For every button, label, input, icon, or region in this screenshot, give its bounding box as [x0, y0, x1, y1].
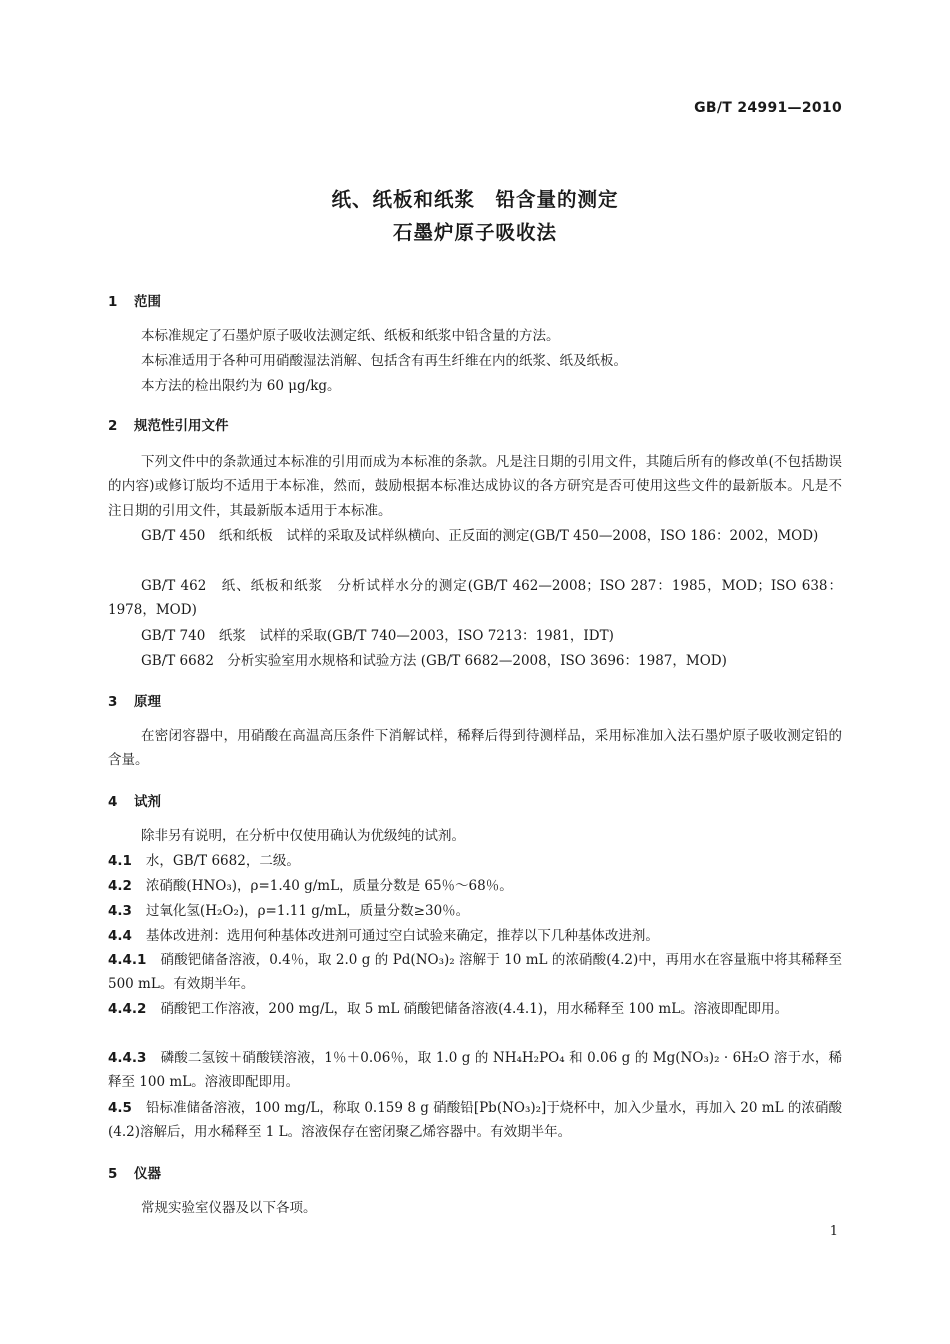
reagent-clause	[108, 948, 842, 997]
clause-number: 4.4	[108, 928, 132, 944]
clause-number: 4.3	[108, 903, 132, 919]
references-intro-paragraph: 下列文件中的条款通过本标准的引用而成为本标准的条款。凡是注日期的引用文件，其随后所有的修改单(不包括勘误的内容)或修订版均不适用于本标准，然而，鼓励根据本标准达成协议的各方研究是否可使用这些文件的最新版本。凡是不注日期的引用文件，其最新版本适用于本标准。	[108, 454, 842, 519]
reagent-clause	[108, 997, 842, 1021]
clause-text: 基体改进剂：选用何种基体改进剂可通过空白试验来确定，推荐以下几种基体改进剂。	[145, 928, 659, 944]
reagent-clause	[108, 1096, 842, 1145]
section-title: 仪器	[134, 1166, 161, 1182]
clause-text: 硝酸钯工作溶液，200 mg/L，取 5 mL 硝酸钯储备溶液(4.4.1)，用水稀释至 100 mL。溶液即配即用。	[160, 1001, 789, 1017]
section-heading-normative-references	[108, 414, 229, 434]
section-title: 原理	[134, 694, 161, 710]
clause-text: 过氧化氢(H₂O₂)，ρ=1.11 g/mL，质量分数≥30％。	[145, 903, 470, 919]
standard-number: GB/T 24991—2010	[694, 100, 842, 116]
scope-paragraph: 本标准规定了石墨炉原子吸收法测定纸、纸板和纸浆中铅含量的方法。	[141, 328, 560, 344]
clause-number: 4.4.2	[108, 1001, 147, 1017]
reference-item: GB/T 740 纸浆 试样的采取(GB/T 740—2003，ISO 7213：1981，IDT)	[141, 628, 614, 644]
reference-item: GB/T 450 纸和纸板 试样的采取及试样纵横向、正反面的测定(GB/T 450—2008，ISO 186：2002，MOD)	[141, 528, 819, 544]
apparatus-paragraph: 常规实验室仪器及以下各项。	[141, 1200, 317, 1216]
document-subtitle: 石墨炉原子吸收法	[392, 221, 557, 244]
section-title: 试剂	[134, 794, 161, 810]
clause-number: 4.1	[108, 853, 132, 869]
scope-paragraph: 本方法的检出限约为 60 μg/kg。	[141, 378, 341, 394]
document-title: 纸、纸板和纸浆 铅含量的测定	[331, 188, 619, 211]
clause-text: 磷酸二氢铵＋硝酸镁溶液，1％＋0.06％，取 1.0 g 的 NH₄H₂PO₄ 和 0.06 g 的 Mg(NO₃)₂ · 6H₂O 溶于水，稀释至 100 mL。溶液即配即用。	[108, 1050, 842, 1091]
clause-text: 铅标准储备溶液，100 mg/L，称取 0.159 8 g 硝酸铅[Pb(NO₃)₂]于烧杯中，加入少量水，再加入 20 mL 的浓硝酸(4.2)溶解后，用水稀释至 1 L。溶液保存在密闭聚乙烯容器中。有效期半年。	[108, 1100, 842, 1141]
reference-item: GB/T 6682 分析实验室用水规格和试验方法 (GB/T 6682—2008，ISO 3696：1987，MOD)	[141, 653, 727, 669]
section-number: 3	[108, 694, 118, 710]
section-heading-principle	[108, 690, 161, 710]
clause-number: 4.4.1	[108, 952, 147, 968]
page-number: 1	[829, 1224, 838, 1239]
clause-number: 4.5	[108, 1100, 132, 1116]
scope-paragraph: 本标准适用于各种可用硝酸湿法消解、包括含有再生纤维在内的纸浆、纸及纸板。	[141, 353, 627, 369]
reference-item: GB/T 462 纸、纸板和纸浆 分析试样水分的测定(GB/T 462—2008；ISO 287：1985，MOD；ISO 638：1978，MOD)	[108, 578, 842, 619]
section-number: 1	[108, 294, 118, 310]
section-title: 规范性引用文件	[134, 418, 229, 434]
principle-paragraph: 在密闭容器中，用硝酸在高温高压条件下消解试样，稀释后得到待测样品，采用标准加入法石墨炉原子吸收测定铅的含量。	[108, 728, 842, 769]
section-title: 范围	[134, 294, 161, 310]
section-number: 4	[108, 794, 118, 810]
reagent-clause	[108, 924, 842, 948]
clause-text: 水，GB/T 6682，二级。	[145, 853, 300, 869]
section-heading-scope	[108, 290, 161, 310]
clause-number: 4.2	[108, 878, 132, 894]
reagent-clause	[108, 849, 842, 873]
clause-text: 硝酸钯储备溶液，0.4％，取 2.0 g 的 Pd(NO₃)₂ 溶解于 10 mL 的浓硝酸(4.2)中，再用水在容量瓶中将其稀释至 500 mL。有效期半年。	[108, 952, 842, 993]
section-heading-apparatus	[108, 1162, 161, 1182]
reagents-intro-paragraph: 除非另有说明，在分析中仅使用确认为优级纯的试剂。	[141, 828, 465, 844]
section-number: 5	[108, 1166, 118, 1182]
reagent-clause	[108, 1046, 842, 1095]
section-heading-reagents	[108, 790, 161, 810]
reagent-clause	[108, 874, 842, 898]
clause-number: 4.4.3	[108, 1050, 147, 1066]
section-number: 2	[108, 418, 118, 434]
clause-text: 浓硝酸(HNO₃)，ρ=1.40 g/mL，质量分数是 65％～68％。	[145, 878, 513, 894]
reagent-clause	[108, 899, 842, 923]
